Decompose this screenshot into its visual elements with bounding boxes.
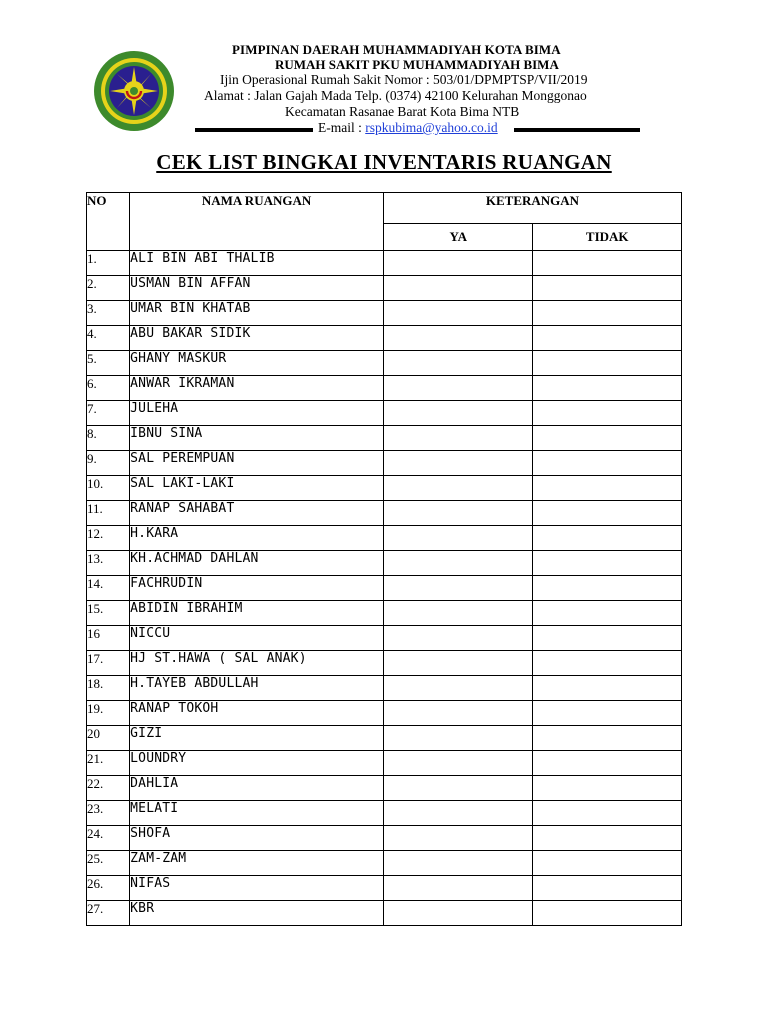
tidak-checkbox-cell[interactable] [533, 426, 682, 451]
table-row [87, 351, 682, 376]
header-rule-right [514, 128, 640, 132]
tidak-checkbox-cell[interactable] [533, 626, 682, 651]
tidak-checkbox-cell[interactable] [533, 451, 682, 476]
room-name: IBNU SINA [130, 426, 384, 451]
ya-checkbox-cell[interactable] [383, 426, 533, 451]
room-name: KBR [130, 901, 384, 926]
ya-checkbox-cell[interactable] [383, 551, 533, 576]
row-number: 24. [87, 826, 130, 851]
ya-checkbox-cell[interactable] [383, 751, 533, 776]
room-name: NICCU [130, 626, 384, 651]
row-number: 27. [87, 901, 130, 926]
email-link[interactable]: rspkubima@yahoo.co.id [365, 120, 498, 135]
row-number: 11. [87, 501, 130, 526]
ya-checkbox-cell[interactable] [383, 401, 533, 426]
address-line: Alamat : Jalan Gajah Mada Telp. (0374) 42100 Kelurahan Monggonao [204, 88, 587, 103]
tidak-checkbox-cell[interactable] [533, 376, 682, 401]
room-name: GHANY MASKUR [130, 351, 384, 376]
table-row [87, 901, 682, 926]
room-name: SHOFA [130, 826, 384, 851]
room-name: FACHRUDIN [130, 576, 384, 601]
tidak-checkbox-cell[interactable] [533, 776, 682, 801]
tidak-checkbox-cell[interactable] [533, 651, 682, 676]
row-number: 10. [87, 476, 130, 501]
table-row [87, 601, 682, 626]
room-name: SAL LAKI-LAKI [130, 476, 384, 501]
row-number: 5. [87, 351, 130, 376]
ya-checkbox-cell[interactable] [383, 701, 533, 726]
tidak-checkbox-cell[interactable] [533, 551, 682, 576]
ya-checkbox-cell[interactable] [383, 651, 533, 676]
tidak-checkbox-cell[interactable] [533, 801, 682, 826]
header-rule-left [195, 128, 313, 132]
ya-checkbox-cell[interactable] [383, 476, 533, 501]
tidak-checkbox-cell[interactable] [533, 526, 682, 551]
tidak-checkbox-cell[interactable] [533, 301, 682, 326]
room-name: MELATI [130, 801, 384, 826]
row-number: 19. [87, 701, 130, 726]
table-row [87, 451, 682, 476]
room-name: KH.ACHMAD DAHLAN [130, 551, 384, 576]
ya-checkbox-cell[interactable] [383, 451, 533, 476]
table-row [87, 526, 682, 551]
district-line: Kecamatan Rasanae Barat Kota Bima NTB [285, 104, 520, 119]
room-name: NIFAS [130, 876, 384, 901]
license-line: Ijin Operasional Rumah Sakit Nomor : 503/01/DPMPTSP/VII/2019 [220, 72, 588, 87]
ya-checkbox-cell[interactable] [383, 276, 533, 301]
room-name: UMAR BIN KHATAB [130, 301, 384, 326]
ya-checkbox-cell[interactable] [383, 526, 533, 551]
ya-checkbox-cell[interactable] [383, 501, 533, 526]
tidak-checkbox-cell[interactable] [533, 726, 682, 751]
room-name: RANAP TOKOH [130, 701, 384, 726]
table-row [87, 401, 682, 426]
muhammadiyah-logo [93, 50, 175, 132]
room-name: RANAP SAHABAT [130, 501, 384, 526]
table-row [87, 476, 682, 501]
ya-checkbox-cell[interactable] [383, 351, 533, 376]
ya-checkbox-cell[interactable] [383, 776, 533, 801]
email-label: E-mail : [318, 120, 366, 135]
table-row [87, 276, 682, 301]
room-name: JULEHA [130, 401, 384, 426]
row-number: 18. [87, 676, 130, 701]
row-number: 7. [87, 401, 130, 426]
row-number: 23. [87, 801, 130, 826]
room-name: ANWAR IKRAMAN [130, 376, 384, 401]
ya-checkbox-cell[interactable] [383, 801, 533, 826]
row-number: 17. [87, 651, 130, 676]
table-row [87, 326, 682, 351]
table-row [87, 626, 682, 651]
row-number: 14. [87, 576, 130, 601]
room-name: H.KARA [130, 526, 384, 551]
table-row [87, 576, 682, 601]
row-number: 12. [87, 526, 130, 551]
ya-checkbox-cell[interactable] [383, 576, 533, 601]
email-line [318, 120, 498, 136]
tidak-checkbox-cell[interactable] [533, 326, 682, 351]
header-nama-ruangan: NAMA RUANGAN [130, 193, 384, 251]
tidak-checkbox-cell[interactable] [533, 476, 682, 501]
table-row [87, 551, 682, 576]
row-number: 26. [87, 876, 130, 901]
room-name: GIZI [130, 726, 384, 751]
header-ya: YA [383, 224, 533, 251]
tidak-checkbox-cell[interactable] [533, 751, 682, 776]
ya-checkbox-cell[interactable] [383, 251, 533, 276]
tidak-checkbox-cell[interactable] [533, 901, 682, 926]
ya-checkbox-cell[interactable] [383, 901, 533, 926]
room-name: DAHLIA [130, 776, 384, 801]
tidak-checkbox-cell[interactable] [533, 576, 682, 601]
table-row [87, 426, 682, 451]
table-row [87, 751, 682, 776]
row-number: 16 [87, 626, 130, 651]
row-number: 2. [87, 276, 130, 301]
room-name: H.TAYEB ABDULLAH [130, 676, 384, 701]
table-row [87, 851, 682, 876]
ya-checkbox-cell[interactable] [383, 626, 533, 651]
tidak-checkbox-cell[interactable] [533, 401, 682, 426]
ya-checkbox-cell[interactable] [383, 601, 533, 626]
tidak-checkbox-cell[interactable] [533, 501, 682, 526]
tidak-checkbox-cell[interactable] [533, 851, 682, 876]
row-number: 20 [87, 726, 130, 751]
row-number: 15. [87, 601, 130, 626]
row-number: 13. [87, 551, 130, 576]
tidak-checkbox-cell[interactable] [533, 251, 682, 276]
row-number: 4. [87, 326, 130, 351]
tidak-checkbox-cell[interactable] [533, 876, 682, 901]
table-row [87, 801, 682, 826]
row-number: 8. [87, 426, 130, 451]
table-row [87, 676, 682, 701]
tidak-checkbox-cell[interactable] [533, 676, 682, 701]
table-row [87, 701, 682, 726]
room-name: ALI BIN ABI THALIB [130, 251, 384, 276]
table-row [87, 651, 682, 676]
ya-checkbox-cell[interactable] [383, 301, 533, 326]
row-number: 3. [87, 301, 130, 326]
table-row [87, 301, 682, 326]
hospital-name: RUMAH SAKIT PKU MUHAMMADIYAH BIMA [275, 57, 559, 72]
row-number: 9. [87, 451, 130, 476]
tidak-checkbox-cell[interactable] [533, 826, 682, 851]
header-no: NO [87, 193, 130, 251]
room-name: ZAM-ZAM [130, 851, 384, 876]
ya-checkbox-cell[interactable] [383, 826, 533, 851]
ya-checkbox-cell[interactable] [383, 376, 533, 401]
table-row [87, 776, 682, 801]
row-number: 22. [87, 776, 130, 801]
row-number: 1. [87, 251, 130, 276]
ya-checkbox-cell[interactable] [383, 326, 533, 351]
ya-checkbox-cell[interactable] [383, 676, 533, 701]
room-name: ABIDIN IBRAHIM [130, 601, 384, 626]
table-row [87, 501, 682, 526]
table-row [87, 251, 682, 276]
row-number: 6. [87, 376, 130, 401]
room-name: LOUNDRY [130, 751, 384, 776]
tidak-checkbox-cell[interactable] [533, 276, 682, 301]
row-number: 25. [87, 851, 130, 876]
room-name: ABU BAKAR SIDIK [130, 326, 384, 351]
header-tidak: TIDAK [533, 224, 682, 251]
document-title: CEK LIST BINGKAI INVENTARIS RUANGAN [156, 150, 612, 174]
room-name: SAL PEREMPUAN [130, 451, 384, 476]
table-row [87, 726, 682, 751]
tidak-checkbox-cell[interactable] [533, 601, 682, 626]
room-name: USMAN BIN AFFAN [130, 276, 384, 301]
table-row [87, 826, 682, 851]
org-name: PIMPINAN DAERAH MUHAMMADIYAH KOTA BIMA [232, 42, 561, 57]
ya-checkbox-cell[interactable] [383, 726, 533, 751]
table-row [87, 876, 682, 901]
table-row [87, 376, 682, 401]
tidak-checkbox-cell[interactable] [533, 701, 682, 726]
row-number: 21. [87, 751, 130, 776]
room-name: HJ ST.HAWA ( SAL ANAK) [130, 651, 384, 676]
tidak-checkbox-cell[interactable] [533, 351, 682, 376]
ya-checkbox-cell[interactable] [383, 876, 533, 901]
ya-checkbox-cell[interactable] [383, 851, 533, 876]
inventory-table [86, 192, 682, 926]
header-keterangan: KETERANGAN [383, 193, 681, 224]
